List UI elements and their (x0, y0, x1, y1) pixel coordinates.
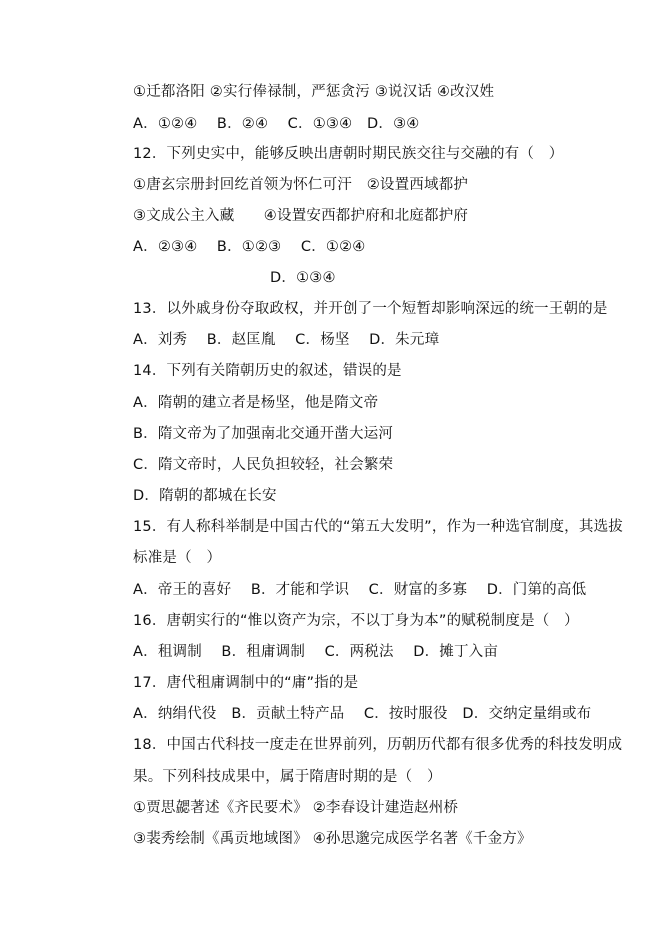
q18-question-line-2: 果。下列科技成果中，属于隋唐时期的是（ ） (133, 769, 442, 785)
q11-answer-choices: A．①②④ B．②④ C．①③④ D．③④ (133, 116, 420, 132)
q12-answer-choice-d: D．①③④ (270, 270, 336, 286)
q13-answer-choices: A．刘秀 B．赵匡胤 C．杨坚 D．朱元璋 (133, 332, 440, 348)
q11-options-list: ①迁都洛阳 ②实行俸禄制，严惩贪污 ③说汉话 ④改汉姓 (133, 84, 495, 100)
q16-question: 16．唐朝实行的“惟以资产为宗，不以丁身为本”的赋税制度是（ ） (133, 613, 579, 629)
q14-choice-c: C．隋文帝时，人民负担较轻，社会繁荣 (133, 457, 394, 473)
q12-options-list-1: ①唐玄宗册封回纥首领为怀仁可汗 ②设置西域都护 (133, 177, 469, 193)
q14-question: 14．下列有关隋朝历史的叙述，错误的是 (133, 363, 402, 379)
q14-choice-b: B．隋文帝为了加强南北交通开凿大运河 (133, 426, 394, 442)
q12-question: 12．下列史实中，能够反映出唐朝时期民族交往与交融的有（ ） (133, 146, 564, 162)
q18-question-line-1: 18．中国古代科技一度走在世界前列，历朝历代都有很多优秀的科技发明成 (133, 737, 623, 753)
q18-options-list-2: ③裴秀绘制《禹贡地域图》 ④孙思邈完成医学名著《千金方》 (133, 831, 532, 847)
q18-options-list-1: ①贾思勰著述《齐民要术》 ②李春设计建造赵州桥 (133, 800, 459, 816)
q13-question: 13．以外戚身份夺取政权，并开创了一个短暂却影响深远的统一王朝的是 (133, 301, 608, 317)
q17-answer-choices: A．纳绢代役 B．贡献土特产品 C．按时服役 D．交纳定量绢或布 (133, 706, 592, 722)
q15-question-line-1: 15．有人称科举制是中国古代的“第五大发明”，作为一种选官制度，其选拔 (133, 519, 623, 535)
q14-choice-a: A．隋朝的建立者是杨坚，他是隋文帝 (133, 395, 379, 411)
q17-question: 17．唐代租庸调制中的“庸”指的是 (133, 675, 359, 691)
q12-options-list-2: ③文成公主入藏 ④设置安西都护府和北庭都护府 (133, 208, 469, 224)
q14-choice-d: D．隋朝的都城在长安 (133, 488, 277, 504)
q15-question-line-2: 标准是（ ） (133, 550, 222, 566)
q15-answer-choices: A．帝王的喜好 B．才能和学识 C．财富的多寡 D．门第的高低 (133, 582, 587, 598)
q16-answer-choices: A．租调制 B．租庸调制 C．两税法 D．摊丁入亩 (133, 644, 499, 660)
q12-answer-choices: A．②③④ B．①②③ C．①②④ (133, 239, 366, 255)
